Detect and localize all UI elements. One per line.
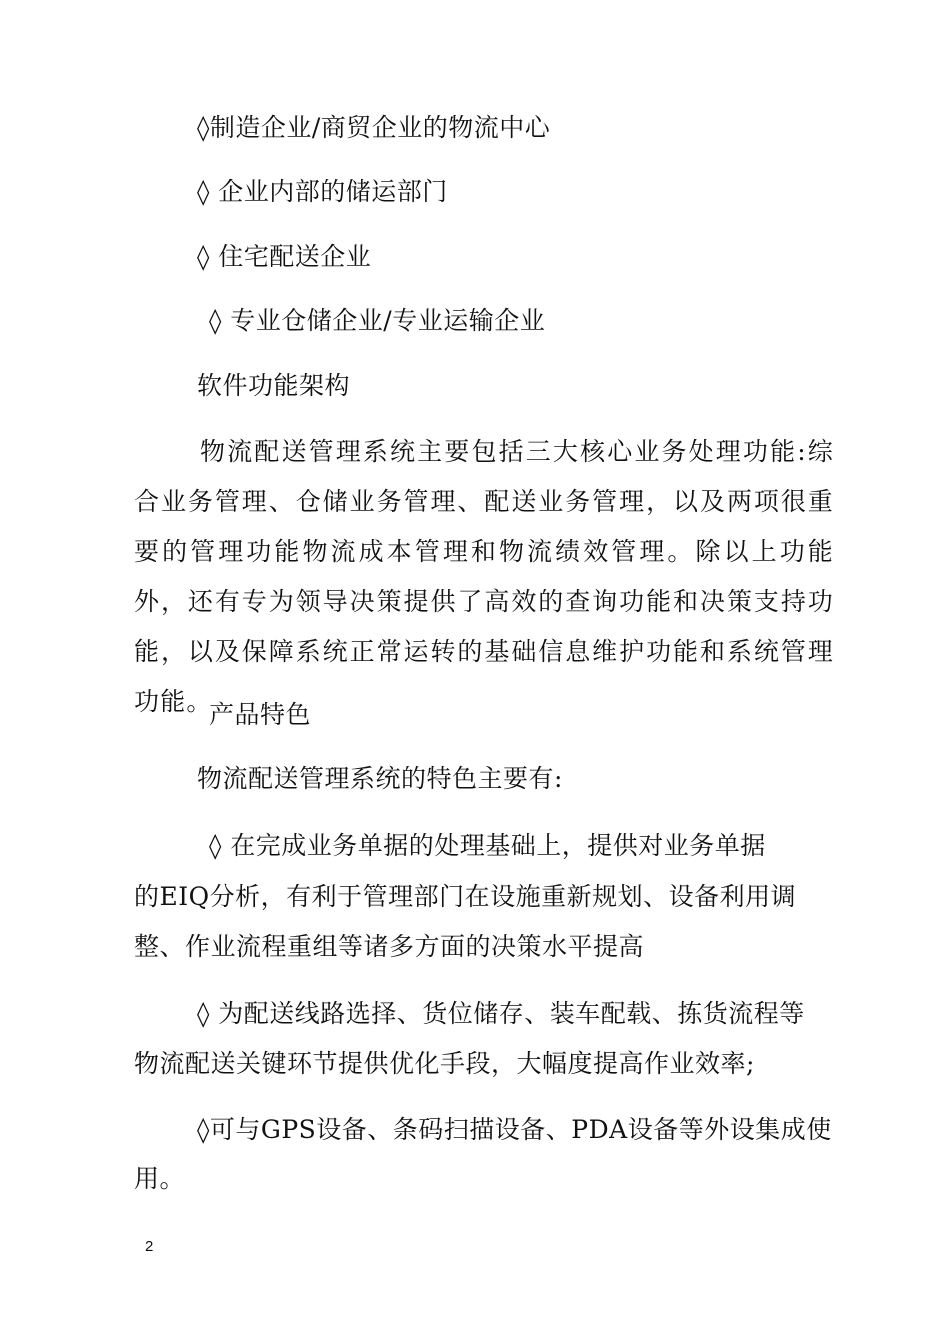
bullet-line-storage-dept: ◊ 企业内部的储运部门 — [197, 177, 448, 206]
features-intro: 物流配送管理系统的特色主要有: — [197, 764, 563, 793]
feature-1-line-3: 整、作业流程重组等诸多方面的决策水平提高 — [134, 932, 645, 961]
heading-product-features: 产品特色 — [209, 700, 312, 729]
feature-3-line-1: ◊可与GPS设备、条码扫描设备、PDA设备等外设集成使 — [197, 1115, 832, 1144]
feature-2-line-1: ◊ 为配送线路选择、货位储存、装车配载、拣货流程等 — [197, 999, 805, 1028]
page-number: 2 — [145, 1238, 154, 1255]
feature-2-line-2: 物流配送关键环节提供优化手段，大幅度提高作业效率; — [134, 1049, 755, 1078]
feature-3-line-2: 用。 — [134, 1164, 186, 1193]
paragraph-architecture: 物流配送管理系统主要包括三大核心业务处理功能:综合业务管理、仓储业务管理、配送业务管理，以及两项很重要的管理功能物流成本管理和物流绩效管理。除以上功能外，还有专为领导决策提供了高效的查询功能和决策支持功能，以及保障系统正常运转的基础信息维护功能和系统管理功能。 — [134, 437, 834, 716]
bullet-line-logistics-center: ◊制造企业/商贸企业的物流中心 — [197, 113, 551, 142]
bullet-line-residential-delivery: ◊ 住宅配送企业 — [197, 242, 372, 271]
feature-1-line-2: 的EIQ分析，有利于管理部门在设施重新规划、设备利用调 — [134, 882, 797, 911]
feature-1-line-1: ◊ 在完成业务单据的处理基础上，提供对业务单据 — [209, 831, 766, 860]
bullet-line-warehouse-transport: ◊ 专业仓储企业/专业运输企业 — [209, 306, 546, 335]
heading-software-architecture: 软件功能架构 — [197, 371, 351, 400]
